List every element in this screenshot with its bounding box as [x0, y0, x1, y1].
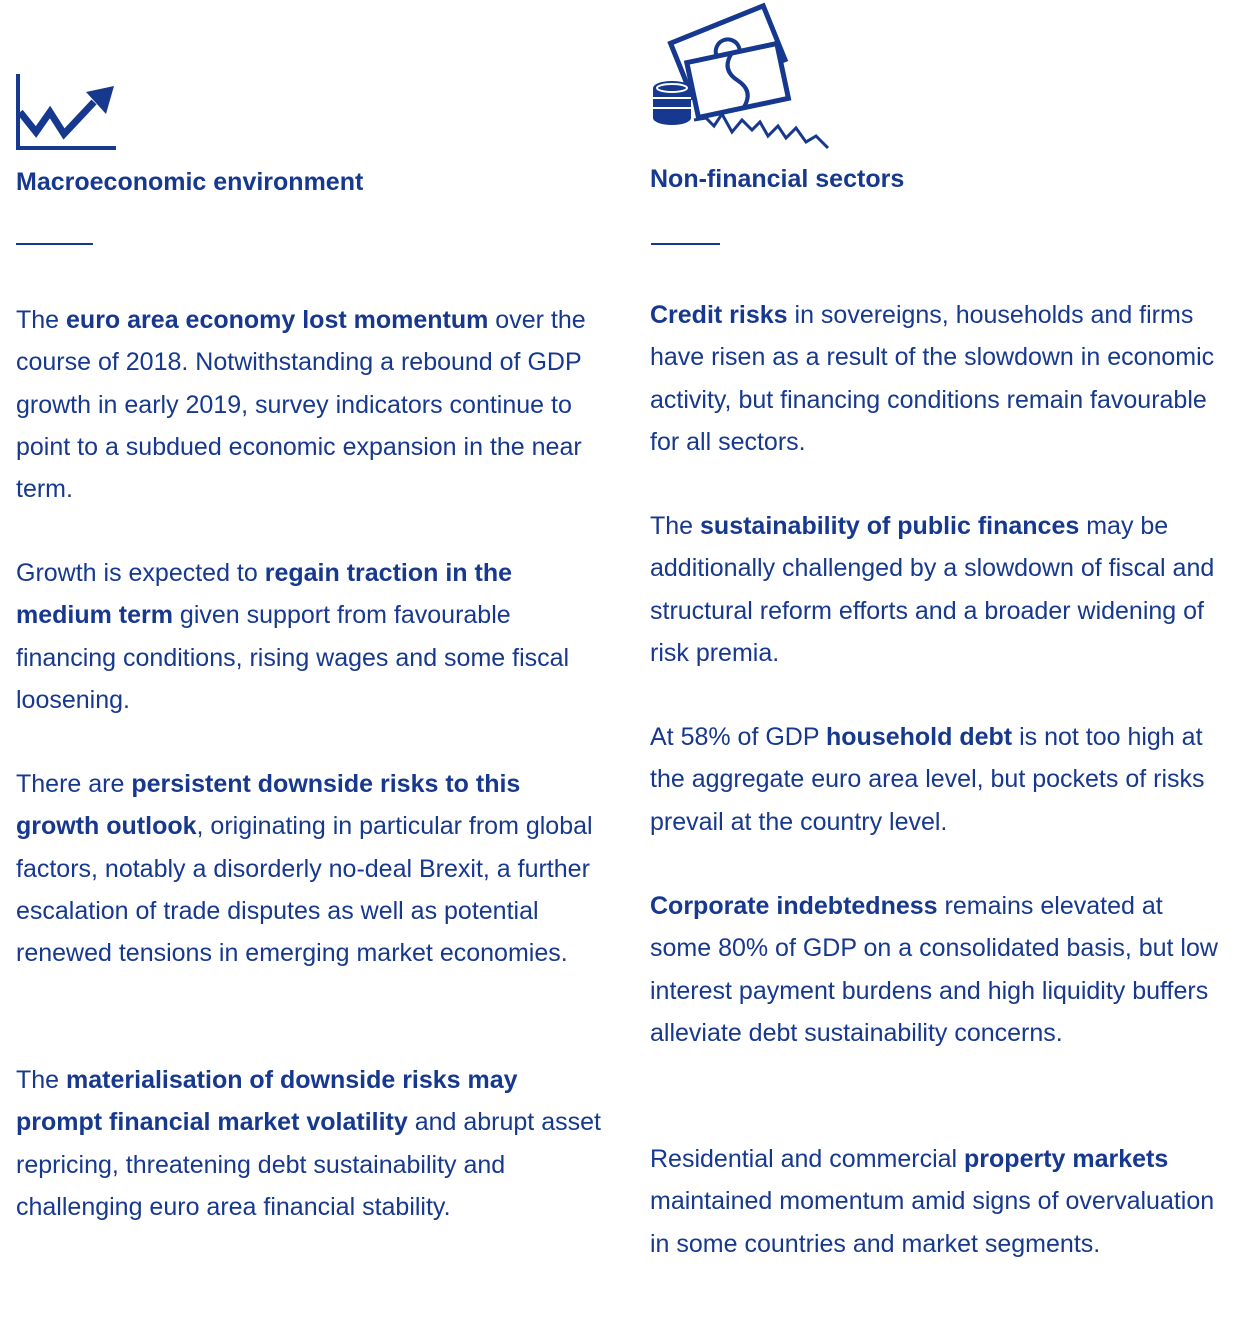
emphasis-text: persistent downside risks to this growth outlook	[16, 770, 521, 841]
body-text: remains elevated at some 80% of GDP on a consolidated basis, but low interest payment burdens and high liquidity buffers alleviate debt sustainability concerns.	[650, 892, 1218, 1047]
body-text: is not too high at the aggregate euro area level, but pockets of risks prevail at the country level.	[650, 723, 1205, 836]
emphasis-text: regain traction in the medium term	[16, 559, 512, 630]
emphasis-text: euro area economy lost momentum	[66, 306, 489, 334]
body-text: The	[650, 512, 701, 540]
money-coins-decline-icon	[650, 2, 832, 152]
macro-heading: Macroeconomic environment	[16, 168, 364, 196]
body-text: The	[16, 1066, 67, 1094]
macro-paragraph-4	[16, 1059, 606, 1228]
emphasis-text: household debt	[826, 723, 1013, 751]
body-text: Residential and commercial	[650, 1145, 965, 1173]
body-text: , originating in particular from global factors, notably a disorderly no-deal Brexit, a further escalation of trade disputes as well as potential renewed tensions in emerging market economies.	[16, 812, 593, 968]
macro-paragraph-3	[16, 763, 606, 974]
body-text: and abrupt asset repricing, threatening debt sustainability and challenging euro area financial stability.	[16, 1108, 601, 1221]
emphasis-text: sustainability of public finances	[700, 512, 1080, 540]
emphasis-text: Corporate indebtedness	[650, 892, 938, 920]
nonfin-paragraph-4	[650, 885, 1230, 1054]
body-text: The	[16, 306, 67, 334]
macro-heading-rule	[16, 243, 93, 245]
body-text: in sovereigns, households and firms have risen as a result of the slowdown in economic activity, but financing conditions remain favourable for all sectors.	[650, 301, 1215, 456]
nonfin-heading: Non-financial sectors	[650, 165, 905, 193]
nonfin-paragraph-5	[650, 1138, 1230, 1265]
body-text: Growth is expected to	[16, 559, 265, 587]
body-text: At 58% of GDP	[650, 723, 827, 751]
emphasis-text: property markets	[964, 1145, 1169, 1173]
nonfin-paragraph-3	[650, 716, 1230, 843]
nonfin-heading-rule	[651, 243, 720, 245]
body-text: There are	[16, 770, 132, 798]
body-text: maintained momentum amid signs of overvaluation in some countries and market segments.	[650, 1187, 1215, 1258]
body-text: may be additionally challenged by a slowdown of fiscal and structural reform efforts and a broader widening of risk premia.	[650, 512, 1215, 667]
body-text: over the course of 2018. Notwithstanding a rebound of GDP growth in early 2019, survey indicators continue to point to a subdued economic expansion in the near term.	[16, 306, 586, 504]
macro-paragraph-2	[16, 552, 606, 721]
nonfin-paragraph-2	[650, 505, 1230, 674]
macro-paragraph-1	[16, 299, 606, 510]
chart-up-arrow-icon	[16, 74, 116, 152]
body-text: given support from favourable financing conditions, rising wages and some fiscal loosening.	[16, 601, 570, 714]
nonfin-paragraph-1	[650, 294, 1230, 463]
emphasis-text: Credit risks	[650, 301, 788, 329]
emphasis-text: materialisation of downside risks may prompt financial market volatility	[16, 1066, 518, 1137]
